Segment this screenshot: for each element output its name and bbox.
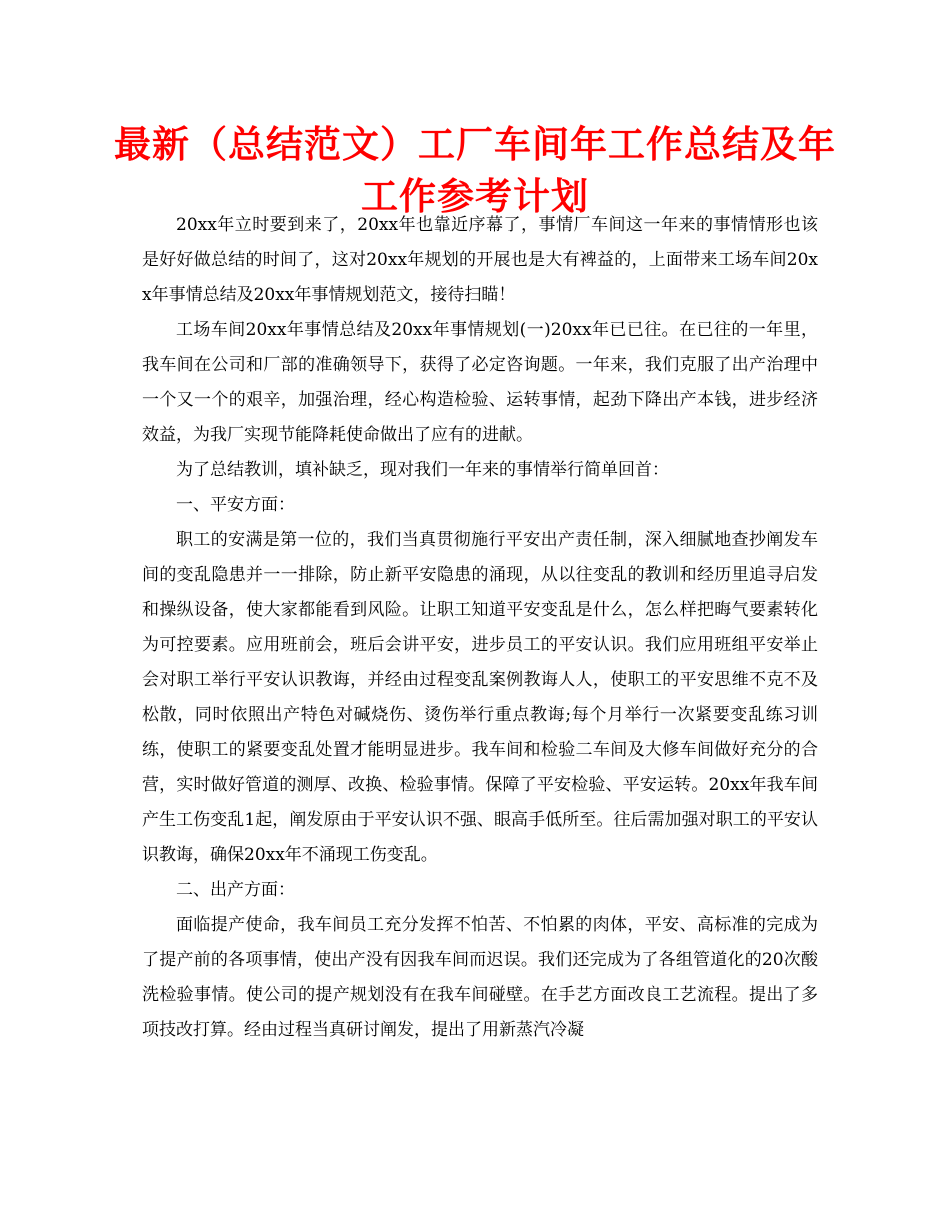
paragraph-production: 面临提产使命，我车间员工充分发挥不怕苦、不怕累的肉体，平安、高标准的完成为了提产前的各项事情，使出产没有因我车间而迟误。我们还完成为了各组管道化的20次酸洗检验事情。使公司的提产规划没有在我车间碰壁。在手艺方面改良工艺流程。提出了多项技改打算。经由过程当真研讨阐发，提出了用新蒸汽冷凝: [142, 915, 818, 1040]
document-title: 最新（总结范文）工厂车间年工作总结及年工作参考计划: [114, 122, 836, 218]
section-heading-production: 二、出产方面：: [176, 880, 295, 900]
paragraph-intro: 20xx年立时要到来了，20xx年也靠近序幕了，事情厂车间这一年来的事情情形也该是好好做总结的时间了，这对20xx年规划的开展也是大有裨益的，上面带来工场车间20xx年事情总结及20xx年事情规划范文，接待扫瞄！: [142, 215, 818, 305]
document-body: [142, 208, 818, 1048]
paragraph-safety: 职工的安满是第一位的，我们当真贯彻施行平安出产责任制，深入细腻地查抄阐发车间的变乱隐患并一一排除，防止新平安隐患的涌现，从以往变乱的教训和经历里追寻启发和操纵设备，使大家都能看到风险。让职工知道平安变乱是什么，怎么样把晦气要素转化为可控要素。应用班前会，班后会讲平安，进步员工的平安认识。我们应用班组平安举止会对职工举行平安认识教诲，并经由过程变乱案例教诲人人，使职工的平安思维不克不及松散，同时依照出产特色对碱烧伤、烫伤举行重点教诲;每个月举行一次紧要变乱练习训练，使职工的紧要变乱处置才能明显进步。我车间和检验二车间及大修车间做好充分的合营，实时做好管道的测厚、改换、检验事情。保障了平安检验、平安运转。20xx年我车间产生工伤变乱1起，阐发原由于平安认识不强、眼高手低所至。往后需加强对职工的平安认识教诲，确保20xx年不涌现工伤变乱。: [142, 530, 818, 865]
section-heading-safety: 一、平安方面：: [176, 495, 295, 515]
paragraph-overview: 工场车间20xx年事情总结及20xx年事情规划(一)20xx年已已往。在已往的一年里，我车间在公司和厂部的准确领导下，获得了必定咨询题。一年来，我们克服了出产治理中一个又一个的艰辛，加强治理，经心构造检验、运转事情，起劲下降出产本钱，进步经济效益，为我厂实现节能降耗使命做出了应有的进献。: [142, 320, 818, 445]
paragraph-review-intro: 为了总结教训，填补缺乏，现对我们一年来的事情举行简单回首：: [176, 460, 669, 480]
